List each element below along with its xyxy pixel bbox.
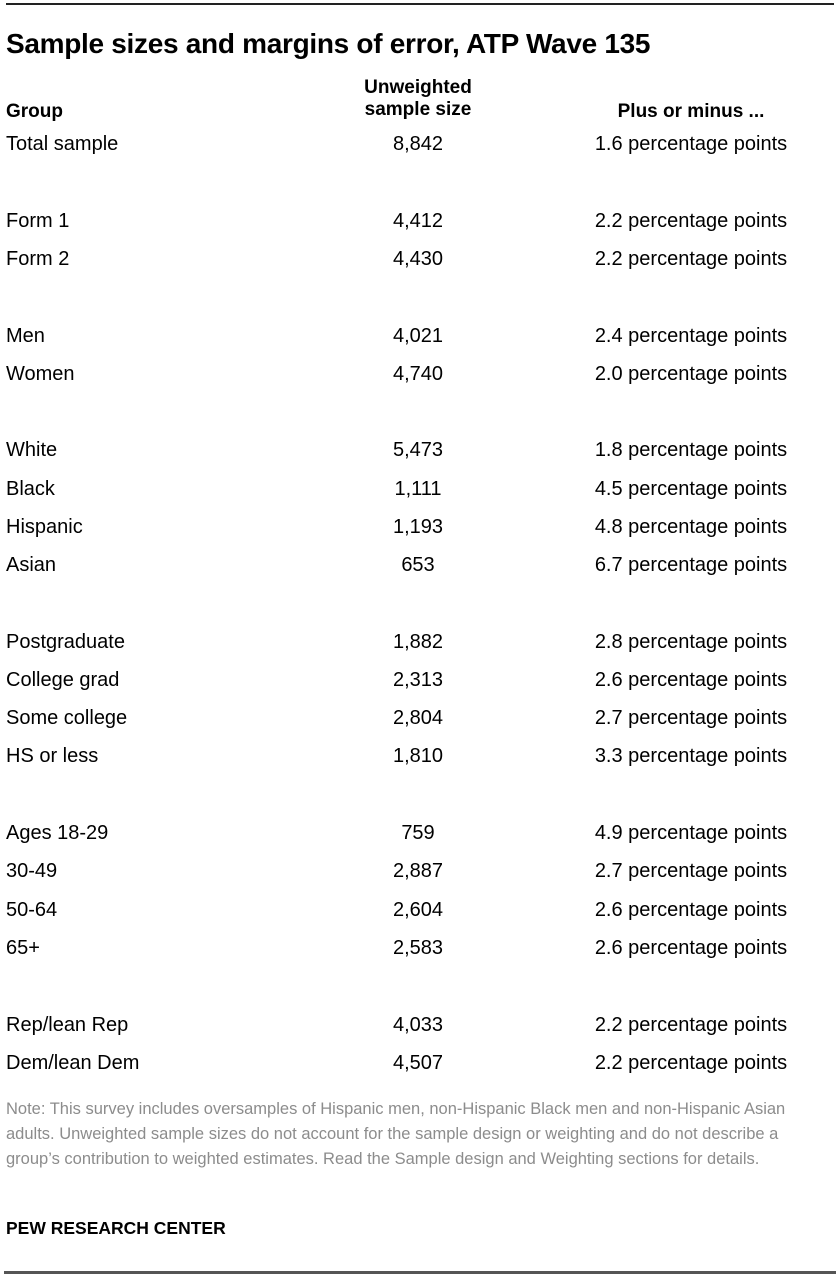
table-row xyxy=(0,818,840,848)
group-cell: 30-49 xyxy=(6,860,58,882)
table-row xyxy=(0,856,840,886)
margin-cell: 2.2 percentage points xyxy=(594,210,788,232)
sample-size-cell: 1,810 xyxy=(392,745,444,767)
group-cell: Rep/lean Rep xyxy=(6,1014,129,1036)
margin-cell: 2.6 percentage points xyxy=(594,937,788,959)
column-header-group: Group xyxy=(6,101,63,122)
sample-size-cell: 5,473 xyxy=(392,439,444,461)
margin-cell: 4.9 percentage points xyxy=(594,822,788,844)
group-cell: Form 2 xyxy=(6,248,70,270)
table-row xyxy=(0,321,840,351)
sample-size-cell: 2,804 xyxy=(392,707,444,729)
sample-size-cell: 653 xyxy=(401,554,435,576)
table-row xyxy=(0,1048,840,1078)
group-cell: Asian xyxy=(6,554,57,576)
column-header-sample-size-line2: sample size xyxy=(364,99,472,120)
table-title: Sample sizes and margins of error, ATP Wave 135 xyxy=(6,28,651,59)
table-row xyxy=(0,206,840,236)
sample-size-cell: 2,583 xyxy=(392,937,444,959)
top-rule xyxy=(6,3,834,5)
margin-cell: 1.8 percentage points xyxy=(594,439,788,461)
table-row xyxy=(0,550,840,580)
margin-cell: 2.4 percentage points xyxy=(594,325,788,347)
table-row xyxy=(0,741,840,771)
group-cell: Men xyxy=(6,325,45,347)
table-row xyxy=(0,359,840,389)
footnote: Note: This survey includes oversamples of Hispanic men, non-Hispanic Black men and non-Hispanic Asian adults. Unweighted sample sizes do not account for the sample design or weighting and do not describe a group’s contribution to weighted estimates. Read the Sample design and Weighting sections for details. xyxy=(6,1100,786,1168)
table-row xyxy=(0,703,840,733)
margin-cell: 2.2 percentage points xyxy=(594,1014,788,1036)
column-header-sample-size xyxy=(337,77,499,121)
sample-size-cell: 1,882 xyxy=(392,631,444,653)
group-cell: Black xyxy=(6,478,55,500)
margin-cell: 2.6 percentage points xyxy=(594,899,788,921)
table-row xyxy=(0,627,840,657)
group-cell: Form 1 xyxy=(6,210,70,232)
group-cell: 65+ xyxy=(6,937,40,959)
group-cell: Hispanic xyxy=(6,516,83,538)
group-cell: White xyxy=(6,439,58,461)
table-row xyxy=(0,895,840,925)
table-row xyxy=(0,129,840,159)
sample-size-cell: 4,507 xyxy=(392,1052,444,1074)
sample-size-cell: 8,842 xyxy=(392,133,444,155)
sample-size-cell: 2,604 xyxy=(392,899,444,921)
table-row xyxy=(0,474,840,504)
sample-size-cell: 1,193 xyxy=(392,516,444,538)
column-header-sample-size-line1: Unweighted xyxy=(364,77,472,98)
column-header-margin: Plus or minus ... xyxy=(617,101,765,122)
sample-size-cell: 4,430 xyxy=(392,248,444,270)
margin-cell: 2.7 percentage points xyxy=(594,860,788,882)
table-row xyxy=(0,933,840,963)
group-cell: Total sample xyxy=(6,133,119,155)
table-row xyxy=(0,1010,840,1040)
group-cell: College grad xyxy=(6,669,120,691)
group-cell: Postgraduate xyxy=(6,631,125,653)
table-row xyxy=(0,435,840,465)
sample-size-cell: 4,740 xyxy=(392,363,444,385)
sample-size-cell: 4,021 xyxy=(392,325,444,347)
sample-size-cell: 4,033 xyxy=(392,1014,444,1036)
group-cell: HS or less xyxy=(6,745,99,767)
table-row xyxy=(0,512,840,542)
margin-cell: 2.2 percentage points xyxy=(594,1052,788,1074)
table-row xyxy=(0,665,840,695)
group-cell: Women xyxy=(6,363,75,385)
group-cell: Some college xyxy=(6,707,128,729)
sample-size-cell: 4,412 xyxy=(392,210,444,232)
bottom-rule xyxy=(4,1271,836,1274)
table-row xyxy=(0,244,840,274)
group-cell: Ages 18-29 xyxy=(6,822,109,844)
sample-size-cell: 1,111 xyxy=(394,478,442,500)
margin-cell: 1.6 percentage points xyxy=(594,133,788,155)
margin-cell: 6.7 percentage points xyxy=(594,554,788,576)
sample-size-cell: 2,313 xyxy=(392,669,444,691)
sample-size-cell: 2,887 xyxy=(392,860,444,882)
group-cell: 50-64 xyxy=(6,899,58,921)
margin-cell: 2.2 percentage points xyxy=(594,248,788,270)
sample-size-cell: 759 xyxy=(401,822,435,844)
margin-cell: 4.5 percentage points xyxy=(594,478,788,500)
group-cell: Dem/lean Dem xyxy=(6,1052,140,1074)
margin-cell: 3.3 percentage points xyxy=(594,745,788,767)
source-label: PEW RESEARCH CENTER xyxy=(6,1218,226,1238)
margin-cell: 4.8 percentage points xyxy=(594,516,788,538)
margin-cell: 2.0 percentage points xyxy=(594,363,788,385)
margin-cell: 2.8 percentage points xyxy=(594,631,788,653)
margin-cell: 2.7 percentage points xyxy=(594,707,788,729)
margin-cell: 2.6 percentage points xyxy=(594,669,788,691)
